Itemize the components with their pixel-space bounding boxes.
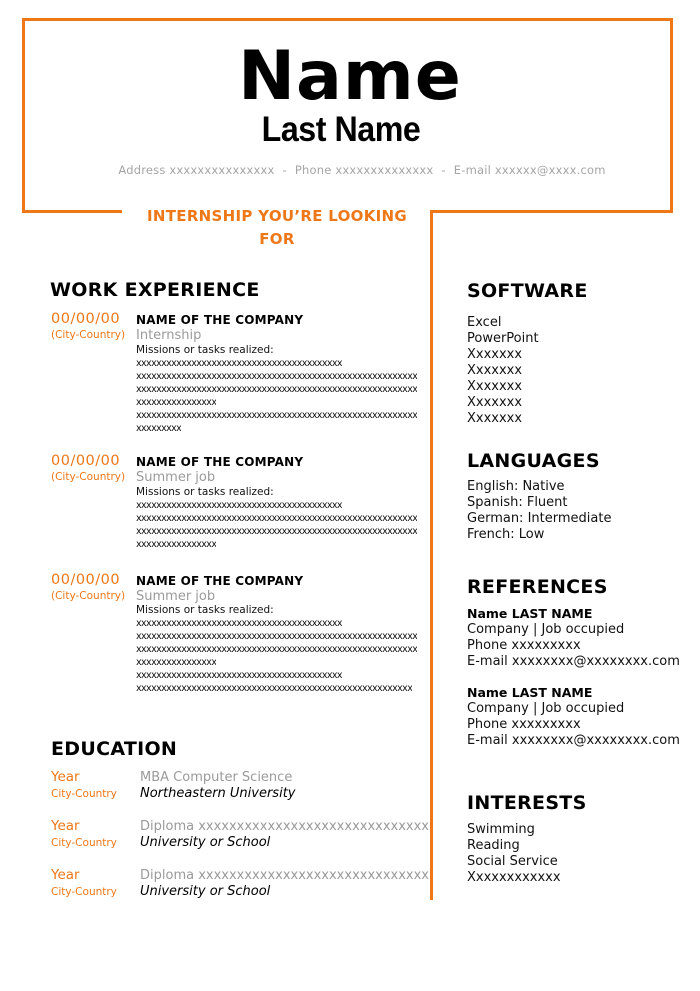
work-mission-line: xxxxxxxxxxxxxxxxxxxxxxxxxxxxxxxxxxxxxxxxxxxxxxxxxxxxxxxx [136,384,418,395]
work-mission-line: xxxxxxxxxxxxxxxxxxxxxxxxxxxxxxxxxxxxxxxxxxxxxxxxxxxxxxxx [136,526,418,537]
languages-heading: LANGUAGES [467,450,600,472]
education-location: City-Country [51,837,117,849]
education-school: University or School [140,884,271,899]
work-mission-line: xxxxxxxxxxxxxxxxxxxxxxxxxxxxxxxxxxxxxxxxx [136,500,342,511]
work-missions-label: Missions or tasks realized: [136,604,274,616]
work-mission-line: xxxxxxxxxxxxxxxx [136,657,217,668]
frame-bottom-right-line [430,210,673,213]
software-item: PowerPoint [467,331,539,346]
work-job-title: Summer job [136,589,216,604]
education-year: Year [51,769,80,785]
interests-heading: INTERESTS [467,792,587,814]
education-degree: MBA Computer Science [140,770,293,785]
work-location: (City-Country) [51,471,126,483]
software-item: Xxxxxxx [467,411,523,426]
work-mission-line: xxxxxxxxxxxxxxxxxxxxxxxxxxxxxxxxxxxxxxxxxxxxxxxxxxxxxxxx [136,371,418,382]
education-degree: Diploma xxxxxxxxxxxxxxxxxxxxxxxxxxxxxx [140,819,430,834]
work-location: (City-Country) [51,590,126,602]
language-item: German: Intermediate [467,511,612,526]
work-mission-line: xxxxxxxxxxxxxxxxxxxxxxxxxxxxxxxxxxxxxxxxxxxxxxxxxxxxxxxx [136,631,418,642]
contact-address: Address xxxxxxxxxxxxxxx [118,163,275,177]
work-mission-line: xxxxxxxxxxxxxxxxxxxxxxxxxxxxxxxxxxxxxxxxx [136,358,342,369]
software-item: Xxxxxxx [467,347,523,362]
contact-separator: - [441,163,446,177]
work-date: 00/00/00 [51,311,121,327]
education-location: City-Country [51,788,117,800]
work-experience-heading: WORK EXPERIENCE [50,279,260,301]
work-company: NAME OF THE COMPANY [136,574,304,588]
language-item: French: Low [467,527,545,542]
work-company: NAME OF THE COMPANY [136,313,304,327]
work-missions-label: Missions or tasks realized: [136,486,274,498]
work-location: (City-Country) [51,329,126,341]
education-year: Year [51,867,80,883]
work-mission-line: xxxxxxxxxxxxxxxxxxxxxxxxxxxxxxxxxxxxxxxxxxxxxxxxxxxxxxx [136,683,413,694]
work-company: NAME OF THE COMPANY [136,455,304,469]
software-item: Excel [467,315,502,330]
education-degree: Diploma xxxxxxxxxxxxxxxxxxxxxxxxxxxxxx [140,868,430,883]
interest-item: Reading [467,838,520,853]
reference-company: Company | Job occupied [467,622,625,637]
education-location: City-Country [51,886,117,898]
work-job-title: Internship [136,328,202,343]
work-missions-label: Missions or tasks realized: [136,344,274,356]
education-heading: EDUCATION [51,738,178,760]
contact-line [0,163,700,177]
work-date: 00/00/00 [51,453,121,469]
work-mission-line: xxxxxxxxxxxxxxxxxxxxxxxxxxxxxxxxxxxxxxxxxxxxxxxxxxxxxxxx [136,644,418,655]
work-job-title: Summer job [136,470,216,485]
contact-separator: - [282,163,287,177]
work-mission-line: xxxxxxxxxxxxxxxx [136,539,217,550]
first-name-heading: Name [238,37,462,116]
reference-phone: Phone xxxxxxxxx [467,638,581,653]
work-mission-line: xxxxxxxxxxxxxxxxxxxxxxxxxxxxxxxxxxxxxxxxx [136,670,342,681]
work-mission-line: xxxxxxxxxxxxxxxxxxxxxxxxxxxxxxxxxxxxxxxxxxxxxxxxxxxxxxxx [136,410,418,421]
interest-item: Social Service [467,854,558,869]
work-date: 00/00/00 [51,572,121,588]
reference-email: E-mail xxxxxxxx@xxxxxxxx.com [467,733,680,748]
interest-item: Xxxxxxxxxxxx [467,870,561,885]
language-item: English: Native [467,479,565,494]
contact-phone: Phone xxxxxxxxxxxxxx [294,163,434,177]
frame-bottom-left-line [22,210,122,213]
reference-name: Name LAST NAME [467,685,593,700]
interest-item: Swimming [467,822,535,837]
column-divider-line [430,210,433,900]
last-name-heading: Last Name [261,110,421,149]
work-mission-line: xxxxxxxxxxxxxxxxxxxxxxxxxxxxxxxxxxxxxxxxx [136,618,342,629]
objective-heading: INTERNSHIP YOU’RE LOOKING FOR [147,207,407,248]
software-item: Xxxxxxx [467,395,523,410]
work-mission-line: xxxxxxxxxxxxxxxxxxxxxxxxxxxxxxxxxxxxxxxxxxxxxxxxxxxxxxxx [136,513,418,524]
education-school: Northeastern University [140,786,296,801]
reference-name: Name LAST NAME [467,606,593,621]
reference-phone: Phone xxxxxxxxx [467,717,581,732]
software-item: Xxxxxxx [467,379,523,394]
reference-company: Company | Job occupied [467,701,625,716]
references-heading: REFERENCES [467,576,608,598]
software-heading: SOFTWARE [467,280,588,302]
reference-email: E-mail xxxxxxxx@xxxxxxxx.com [467,654,680,669]
work-mission-line: xxxxxxxxx [136,423,182,434]
work-mission-line: xxxxxxxxxxxxxxxx [136,397,217,408]
language-item: Spanish: Fluent [467,495,568,510]
software-item: Xxxxxxx [467,363,523,378]
education-year: Year [51,818,80,834]
education-school: University or School [140,835,271,850]
frame-top-line [22,18,673,21]
contact-email: E-mail xxxxxx@xxxx.com [453,163,606,177]
